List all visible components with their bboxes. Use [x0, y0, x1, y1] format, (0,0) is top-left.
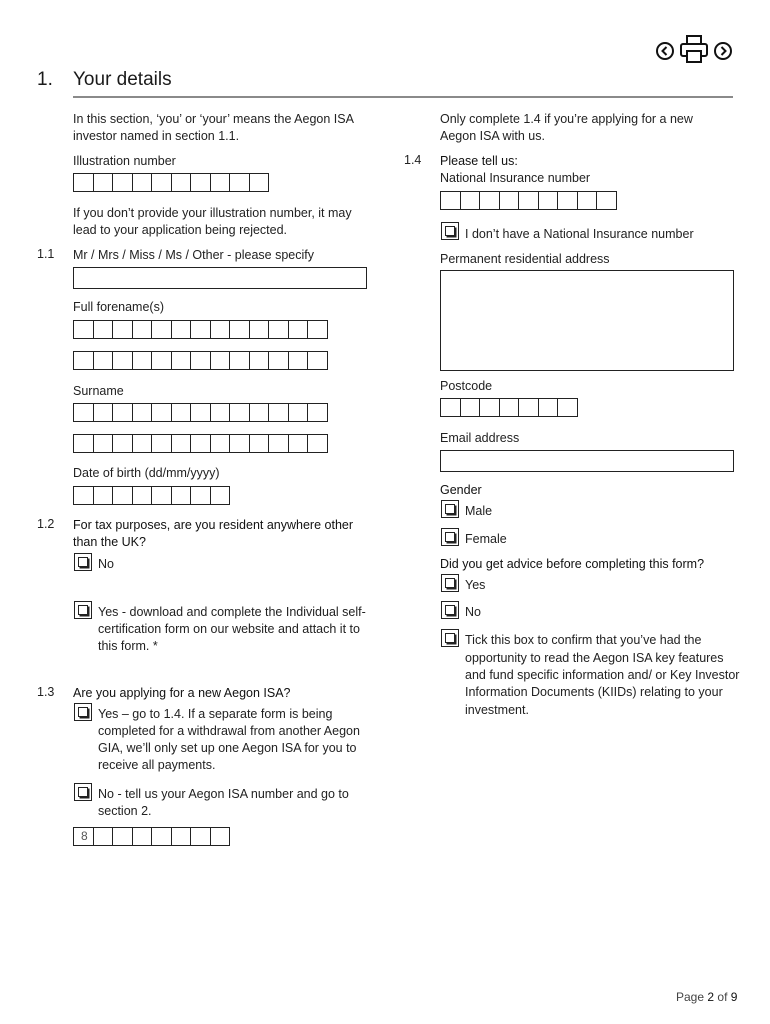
email-input[interactable] [440, 450, 734, 472]
intro-right-line2: Aegon ISA with us. [440, 129, 545, 143]
page-indicator [676, 989, 737, 1006]
forenames-field-row1[interactable] [73, 320, 328, 339]
email-label: Email address [440, 431, 520, 445]
tax-residency-no-label: No [98, 557, 114, 571]
confirm-documents-line4: Information Documents (KIIDs) relating to your [465, 685, 723, 699]
tax-residency-question-line1: For tax purposes, are you resident anywhere other [73, 518, 354, 532]
question-number-1-2: 1.2 [37, 517, 55, 531]
page-of: of [717, 990, 728, 1004]
gender-male-checkbox[interactable] [441, 500, 459, 518]
tax-residency-no-checkbox[interactable] [74, 553, 92, 571]
illustration-number-field[interactable] [73, 173, 269, 192]
tax-residency-question-line2: than the UK? [73, 535, 146, 549]
forenames-field-row2[interactable] [73, 351, 328, 370]
address-input[interactable] [440, 270, 734, 371]
surname-field-row2[interactable] [73, 434, 328, 453]
no-ni-label: I don’t have a National Insurance number [465, 227, 694, 241]
forenames-label: Full forename(s) [73, 300, 164, 314]
postcode-field[interactable] [440, 398, 578, 417]
title-divider [73, 96, 733, 98]
question-number-1-3: 1.3 [37, 685, 55, 699]
tax-residency-yes-line1: Yes - download and complete the Individual self- [98, 605, 366, 619]
new-isa-no-checkbox[interactable] [74, 783, 92, 801]
tax-residency-yes-line3: this form. * [98, 639, 158, 653]
confirm-documents-line1: Tick this box to confirm that you’ve had the [465, 633, 702, 647]
advice-yes-label: Yes [465, 578, 486, 592]
dob-field[interactable] [73, 486, 230, 505]
tax-residency-yes-line2: certification form on our website and attach it to [98, 622, 360, 636]
confirm-documents-line2: opportunity to read the Aegon ISA key features [465, 651, 724, 665]
printer-icon[interactable] [678, 33, 710, 65]
postcode-label: Postcode [440, 379, 493, 393]
isa-number-prefix: 8 [74, 827, 94, 846]
advice-no-checkbox[interactable] [441, 601, 459, 619]
page-current: 2 [707, 990, 715, 1004]
dob-label: Date of birth (dd/mm/yyyy) [73, 466, 220, 480]
question-number-1-1: 1.1 [37, 247, 55, 261]
gender-female-checkbox[interactable] [441, 528, 459, 546]
new-isa-yes-line3: GIA, we’ll only set up one Aegon ISA for you to [98, 741, 357, 755]
page-total: 9 [730, 990, 738, 1004]
title-input[interactable] [73, 267, 367, 289]
gender-label: Gender [440, 483, 482, 497]
no-ni-checkbox[interactable] [441, 222, 459, 240]
intro-text-line1: In this section, ‘you’ or ‘your’ means the Aegon ISA [73, 112, 354, 126]
isa-number-field[interactable] [73, 827, 230, 846]
page-title: Your details [73, 69, 172, 90]
illustration-note-line2: lead to your application being rejected. [73, 223, 288, 237]
surname-label: Surname [73, 384, 124, 398]
ni-number-field[interactable] [440, 191, 617, 210]
question-number-1-4: 1.4 [404, 153, 422, 167]
previous-page-icon[interactable] [655, 41, 675, 61]
new-isa-yes-checkbox[interactable] [74, 703, 92, 721]
intro-right-line1: Only complete 1.4 if you’re applying for a new [440, 112, 693, 126]
illustration-note-line1: If you don’t provide your illustration number, it may [73, 206, 352, 220]
advice-no-label: No [465, 605, 481, 619]
new-isa-yes-line4: receive all payments. [98, 758, 216, 772]
illustration-number-label: Illustration number [73, 154, 176, 168]
title-label: Mr / Mrs / Miss / Ms / Other - please specify [73, 248, 315, 262]
confirm-documents-line3: and fund specific information and/ or Key Investor [465, 668, 740, 682]
new-isa-yes-line1: Yes – go to 1.4. If a separate form is being [98, 707, 333, 721]
new-isa-question: Are you applying for a new Aegon ISA? [73, 686, 291, 700]
page-word: Page [676, 990, 705, 1004]
new-isa-yes-line2: completed for a withdrawal from another Aegon [98, 724, 360, 738]
intro-text-line2: investor named in section 1.1. [73, 129, 240, 143]
section-number: 1. [37, 69, 53, 90]
new-isa-no-line1: No - tell us your Aegon ISA number and go to [98, 787, 349, 801]
tax-residency-yes-checkbox[interactable] [74, 601, 92, 619]
confirm-documents-line5: investment. [465, 703, 529, 717]
new-isa-no-line2: section 2. [98, 804, 152, 818]
gender-female-label: Female [465, 532, 507, 546]
advice-question: Did you get advice before completing this form? [440, 557, 705, 571]
address-label: Permanent residential address [440, 252, 610, 266]
gender-male-label: Male [465, 504, 493, 518]
confirm-documents-checkbox[interactable] [441, 629, 459, 647]
please-tell-us-heading: Please tell us: [440, 154, 518, 168]
surname-field-row1[interactable] [73, 403, 328, 422]
advice-yes-checkbox[interactable] [441, 574, 459, 592]
ni-number-label: National Insurance number [440, 171, 591, 185]
next-page-icon[interactable] [713, 41, 733, 61]
